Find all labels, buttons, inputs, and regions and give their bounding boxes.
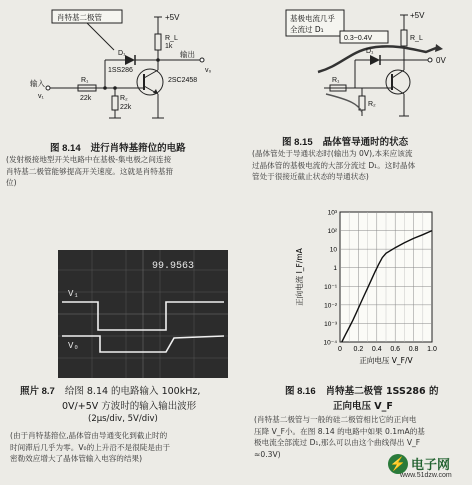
- r1-value: 22k: [80, 95, 92, 102]
- flow-arrow-icon: [435, 44, 443, 52]
- fig815-vplus: +5V: [410, 11, 425, 20]
- vplus-label: +5V: [165, 13, 180, 22]
- ch1-label: V₁: [68, 289, 79, 299]
- y-tick-label: 10: [329, 246, 337, 254]
- x-tick-label: 0.6: [390, 346, 401, 353]
- watermark: [388, 454, 468, 480]
- x-tick-label: 0.2: [353, 346, 364, 353]
- y-tick-label: 10³: [327, 209, 337, 217]
- fig-8-16-caption-2: 正向电压 V_F: [333, 401, 393, 412]
- photo-8-7-caption-1: 照片 8.7 给图 8.14 的电路输入 100kHz,: [20, 386, 201, 397]
- d1-part: 1SS286: [108, 67, 133, 74]
- fig-8-15-caption: 图 8.15 晶体管导通时的状态: [282, 137, 409, 148]
- y-tick-label: 10²: [327, 228, 337, 236]
- x-tick-label: 1.0: [427, 346, 437, 353]
- r2-value: 22k: [120, 104, 132, 111]
- output-symbol: v₀: [205, 67, 212, 74]
- input-label: 输入: [30, 79, 45, 88]
- rl-label: R_L: [165, 35, 178, 42]
- input-symbol: v₁: [38, 93, 44, 100]
- watermark-logo-icon: ⚡: [388, 454, 408, 474]
- y-axis-label: 正向电流 I_F/mA: [295, 248, 304, 306]
- schottky-tag: 肖特基二极管: [57, 13, 102, 22]
- rl-value: 1k: [165, 43, 173, 50]
- y-tick-label: 10⁻⁴: [323, 339, 337, 347]
- x-tick-label: 0.8: [408, 346, 419, 353]
- base-current-tag-line1: 基极电流几乎: [290, 14, 335, 23]
- y-tick-label: 10⁻³: [324, 320, 337, 328]
- fig815-d1-symbol: [370, 55, 380, 65]
- fig815-rl-label: R_L: [410, 35, 423, 42]
- d1-label: D₁: [118, 50, 126, 57]
- photo-8-7-note: (由于肖特基箝位,晶体管由导通变化到截止时的 时间滞后几乎为零。V₀的上升沿不是很陡是由于 密勒效应增大了晶体管输入电容的结果): [10, 431, 171, 463]
- fig815-r1-label: R₁: [332, 77, 340, 84]
- x-tick-label: 0.4: [371, 346, 382, 353]
- r2-resistor: [112, 96, 118, 110]
- fig815-d1-label: D₁: [366, 48, 374, 55]
- r1-label: R₁: [81, 77, 89, 84]
- rl-resistor: [155, 34, 161, 50]
- y-tick-label: 1: [333, 265, 337, 273]
- fig815-r2-label: R₂: [368, 101, 376, 108]
- fig-8-14-caption: 图 8.14 进行肖特基箝位的电路: [50, 143, 186, 154]
- photo-8-7-caption-3: (2μs/div, 5V/div): [88, 414, 158, 424]
- photo-8-7-caption-2: 0V/+5V 方波时的输入输出波形: [62, 401, 197, 412]
- transistor-part: 2SC2458: [168, 77, 198, 84]
- fig-8-14-note: (发射极接地型开关电路中在基极-集电极之间连接 肖特基二极管能够提高开关速度。这就是肖特基箝 位): [6, 155, 174, 187]
- scope-readout: 99.9563: [152, 261, 195, 272]
- watermark-text: 电子网: [411, 458, 451, 473]
- y-tick-label: 10⁻²: [324, 302, 337, 310]
- y-tick-label: 10⁻¹: [324, 283, 337, 291]
- ch2-label: V₀: [68, 341, 79, 351]
- fig-8-16-chart: [288, 208, 440, 368]
- output-label: 输出: [180, 50, 195, 59]
- x-tick-label: 0: [338, 346, 342, 353]
- fig815-rl-resistor: [401, 30, 407, 46]
- fig-8-16-note: (肖特基二极管与一般的硅二极管相比它的正向电 压降 V_F小。在图 8.14 的电路中如果 0.1mA的基 极电流全部流过 D₁,那么可以由这个曲线得出 V_F ≈0.3V): [254, 415, 425, 459]
- fig-8-15-circuit: [240, 0, 472, 130]
- fig815-out-v: 0V: [436, 56, 446, 65]
- base-current-tag-line2: 全流过 D₁: [290, 25, 324, 34]
- photo-8-7-scope: [58, 250, 228, 378]
- fig-8-15-note: (晶体管处于导通状态时(输出为 0V),本来应该流 过晶体管的基极电流的大部分流过 D₁。这时晶体 管处于很接近截止状态的导通状态): [252, 149, 416, 181]
- volt-range: 0.3~0.4V: [344, 35, 373, 42]
- fig-8-16-caption-1: 图 8.16 肖特基二极管 1SS286 的: [285, 386, 439, 397]
- d1-diode-symbol: [125, 55, 135, 65]
- transistor-symbol: [137, 69, 163, 95]
- watermark-url: www.51dzw.com: [400, 472, 452, 479]
- r2-label: R₂: [120, 95, 128, 102]
- x-axis-label: 正向电压 V_F/V: [359, 356, 413, 365]
- fig-8-14-circuit: [0, 0, 240, 135]
